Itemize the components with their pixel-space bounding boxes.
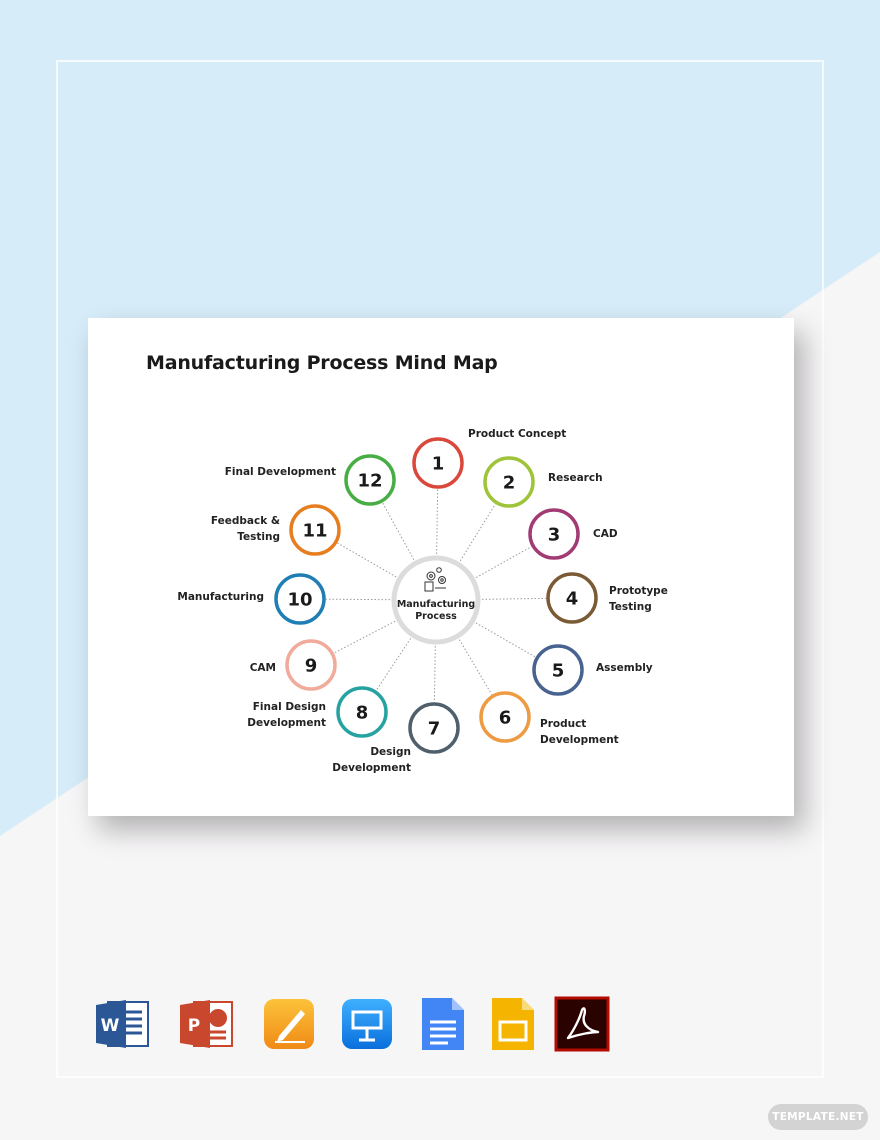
connector-9	[334, 621, 395, 653]
connector-4	[482, 598, 546, 599]
node-number-11: 11	[302, 520, 328, 542]
node-label-9: CAM	[249, 662, 276, 674]
pages-icon[interactable]	[261, 996, 317, 1052]
node-number-8: 8	[355, 702, 369, 724]
powerpoint-icon[interactable]	[178, 996, 234, 1052]
node-number-2: 2	[502, 472, 516, 494]
word-icon[interactable]	[94, 996, 150, 1052]
node-label-10: Manufacturing	[177, 591, 264, 603]
node-number-6: 6	[498, 707, 512, 729]
node-label-12: Final Development	[224, 466, 336, 478]
google-docs-icon[interactable]	[416, 996, 472, 1052]
node-number-7: 7	[427, 718, 441, 740]
node-number-3: 3	[547, 524, 561, 546]
connector-7	[434, 646, 435, 702]
connector-6	[459, 640, 491, 695]
node-number-12: 12	[357, 470, 383, 492]
connector-5	[476, 623, 536, 657]
adobe-pdf-icon[interactable]	[554, 996, 610, 1052]
center-label: Manufacturing Process	[396, 599, 476, 622]
node-label-4: Prototype Testing	[609, 585, 668, 613]
node-label-3: CAD	[593, 528, 618, 540]
keynote-icon[interactable]	[339, 996, 395, 1052]
node-number-10: 10	[287, 589, 313, 611]
node-label-8: Final Design Development	[247, 701, 326, 729]
google-slides-icon[interactable]	[486, 996, 542, 1052]
connector-1	[437, 489, 438, 554]
node-label-11: Feedback & Testing	[210, 515, 280, 543]
connector-3	[476, 547, 531, 578]
connector-2	[460, 504, 495, 561]
card-title: Manufacturing Process Mind Map	[146, 352, 498, 374]
svg-text:W: W	[100, 1016, 120, 1036]
mindmap-diagram	[88, 318, 794, 816]
watermark: TEMPLATE.NET	[768, 1104, 868, 1130]
connector-8	[376, 638, 410, 690]
node-label-1: Product Concept	[468, 428, 567, 440]
svg-text:P: P	[187, 1016, 201, 1036]
node-number-1: 1	[431, 453, 445, 475]
node-label-2: Research	[548, 472, 603, 484]
node-number-5: 5	[551, 660, 565, 682]
node-number-4: 4	[565, 588, 579, 610]
node-label-6: Product Development	[540, 718, 619, 746]
node-number-9: 9	[304, 655, 318, 677]
mindmap-card	[88, 318, 794, 816]
node-label-5: Assembly	[596, 662, 653, 674]
connector-11	[338, 543, 397, 577]
node-label-7: Design Development	[332, 746, 411, 774]
connector-12	[383, 503, 414, 560]
